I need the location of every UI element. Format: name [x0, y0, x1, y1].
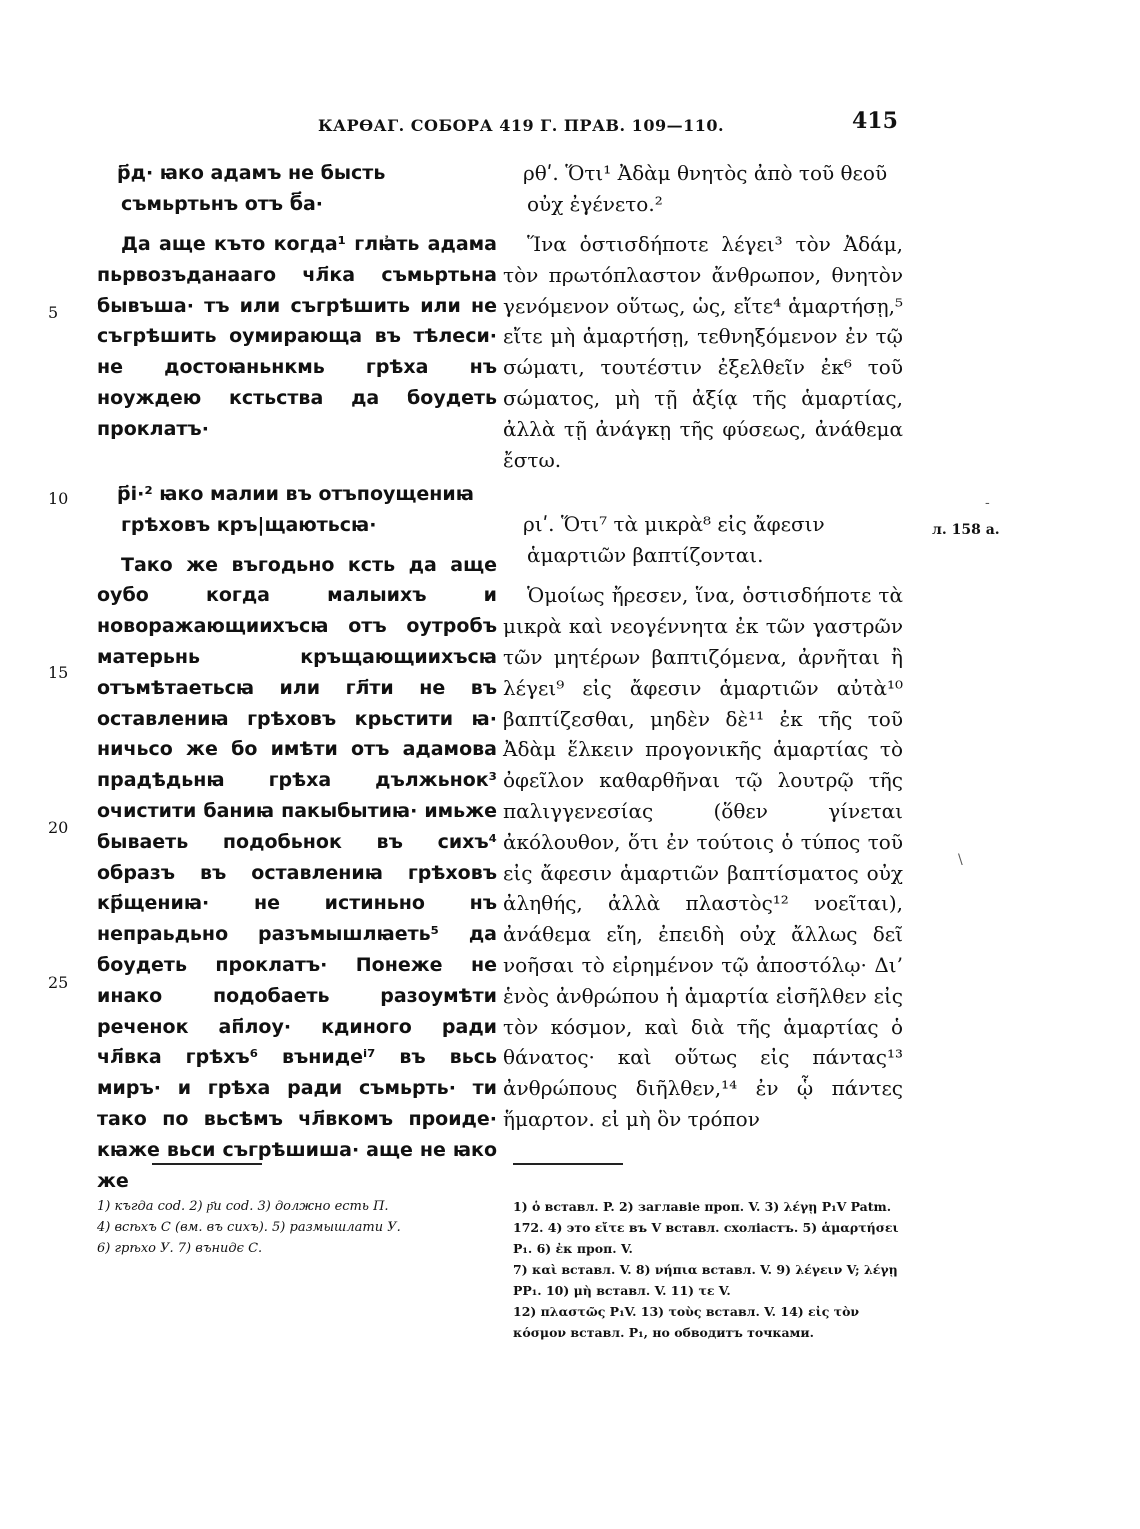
footnote-line: 4) всѣхъ С (вм. въ сихъ). 5) размышлати У. — [97, 1220, 401, 1235]
footnote-line: 12) πλαστῶς P₁V. 13) τοὺς вставл. V. 14) εἰς τὸν κόσμον вставл. P₁, но обводитъ точками. — [513, 1304, 860, 1340]
page-number: 415 — [852, 108, 898, 134]
slavonic-canon-109-text: Да аще къто когда¹ глꙗ҆ть адама пьрвозъданааго чл҃ка съмьртьна бывъша· тъ или съгрѣшить или не съгрѣшить оумирающа въ тѣлеси· не достоꙗньнкмь грѣха нъ ноуждею кстьства да боудеть проклатъ· — [97, 233, 497, 440]
footnote-line: 1) къгда cod. 2) р҃и cod. 3) должно есть П. — [97, 1199, 389, 1214]
margin-mark: - — [985, 495, 990, 511]
slavonic-footnotes — [97, 1196, 492, 1259]
slavonic-canon-110-title: р҃і·² ꙗко малии въ отъпоущениꙗ грѣховъ кръ|щаютьсꙗ· — [117, 482, 474, 536]
footnote-rule-right — [513, 1163, 623, 1165]
margin-mark: \ — [958, 852, 963, 868]
greek-canon-110-text: Ὁμοίως ἤρεσεν, ἵνα, ὁστισδήποτε τὰ μικρὰ καὶ νεογέννητα ἐκ τῶν γαστρῶν τῶν μητέρων βαπτιζόμενα, ἀρνῆται ἢ λέγει⁹ εἰς ἄφεσιν ἁμαρτιῶν αὐτὰ¹⁰ βαπτίζεσθαι, μηδὲν δὲ¹¹ ἐκ τῆς τοῦ Ἀδὰμ ἕλκειν προγονικῆς ἁμαρτίας τὸ ὀφεῖλον καθαρθῆναι τῷ λουτρῷ τῆς παλιγγενεσίας (ὅθεν γίνεται ἀκόλουθον, ὅτι ἐν τούτοις ὁ τύπος τοῦ εἰς ἄφεσιν ἁμαρτιῶν βαπτίσματος οὐχ ἀληθής, ἀλλὰ πλαστὸς¹² νοεῖται), ἀνάθεμα εἴη, ἐπειδὴ οὐχ ἄλλως δεῖ νοῆσαι τὸ εἰρημένον τῷ ἀποστόλῳ· Δι’ ἑνὸς ἀνθρώπου ἡ ἁμαρτία εἰσῆλθεν εἰς τὸν κόσμον, καὶ διὰ τῆς ἁμαρτίας ὁ θάνατος· καὶ οὕτως εἰς πάντας¹³ ἀνθρώπους διῆλθεν,¹⁴ ἐν ᾧ πάντες ἥμαρτον. εἰ μὴ ὃν τρόπον — [503, 583, 903, 1131]
slavonic-column — [97, 158, 497, 1196]
greek-column — [503, 158, 903, 1135]
footnote-line: 6) грѣхо У. 7) вънидє С. — [97, 1241, 263, 1256]
greek-canon-109-text: Ἵνα ὁστισδήποτε λέγει³ τὸν Ἀδάμ, τὸν πρωτόπλαστον ἄνθρωπον, θνητὸν γενόμενον οὕτως, ὡς, εἴτε⁴ ἁμαρτήσῃ,⁵ εἴτε μὴ ἁμαρτήσῃ, τεθνηξόμενον ἐν τῷ σώματι, τουτέστιν ἐξελθεῖν ἐκ⁶ τοῦ σώματος, μὴ τῇ ἀξίᾳ τῆς ἁμαρτίας, ἀλλὰ τῇ ἀνάγκῃ τῆς φύσεως, ἀνάθεμα ἔστω. — [503, 232, 903, 472]
footnote-rule-left — [152, 1163, 262, 1165]
greek-canon-109-title: ρθʹ. Ὅτι¹ Ἀδὰμ θνητὸς ἀπὸ τοῦ θεοῦ οὐχ ἐγένετο.² — [523, 161, 888, 216]
line-number: 25 — [48, 973, 69, 992]
manuscript-folio-reference: л. 158 а. — [932, 522, 1000, 538]
greek-canon-110-title: ριʹ. Ὅτι⁷ τὰ μικρὰ⁸ εἰς ἄφεσιν ἁμαρτιῶν βαπτίζονται. — [523, 512, 825, 568]
line-number: 10 — [48, 489, 69, 508]
running-head: КАРѲАГ. СОБОРА 419 Г. ПРАВ. 109—110. — [318, 116, 725, 135]
line-numbers — [0, 0, 100, 1200]
line-number: 15 — [48, 663, 69, 682]
line-number: 5 — [48, 303, 59, 322]
footnote-line: 1) ὁ вставл. P. 2) заглавіе проп. V. 3) λέγῃ P₁V Patm. 172. 4) это εἴτε въ V вставл. схоліастъ. 5) ἁμαρτήσει P₁. 6) ἐκ проп. V. — [513, 1199, 899, 1256]
slavonic-canon-109-title: р҃д· ꙗко адамъ не бысть съмьртьнъ отъ б҃а· — [117, 162, 386, 215]
footnote-line: 7) καὶ вставл. V. 8) νήπια вставл. V. 9) λέγειν V; λέγῃ PP₁. 10) μὴ вставл. V. 11) τε V. — [513, 1262, 898, 1298]
slavonic-canon-110-text: Тако же въгодьно ксть да аще оубо когда малыихъ и новоражающиихъсꙗ отъ оутробъ матерьнь кръщающиихъсꙗ отъмѣтаетьсꙗ или гл҃ти не въ оставлениꙗ грѣховъ крьстити ꙗ· ничьсо же бо имѣти отъ адамова прадѣдьнꙗ грѣха дължьнок³ очистити баниꙗ пакыбытиꙗ· имьже бываеть подобьнок въ сихъ⁴ образъ въ оставлениꙗ грѣховъ кр҃щениꙗ· не истиньно нъ непраьдьно разъмышлꙗеть⁵ да боудеть проклатъ· Понеже не инако подобаеть разоумѣти реченок ап҃лоу· кдиного ради чл҃вка грѣхъ⁶ вънидеⁱ⁷ въ вьсь миръ· и грѣха ради съмьрть· ти тако по вьсѣмъ чл҃вкомъ проиде· кꙗже вьси съгрѣшиша· аще не ꙗко же — [97, 553, 497, 1192]
line-number: 20 — [48, 818, 69, 837]
greek-footnotes — [513, 1196, 908, 1343]
page-header — [0, 108, 1140, 142]
